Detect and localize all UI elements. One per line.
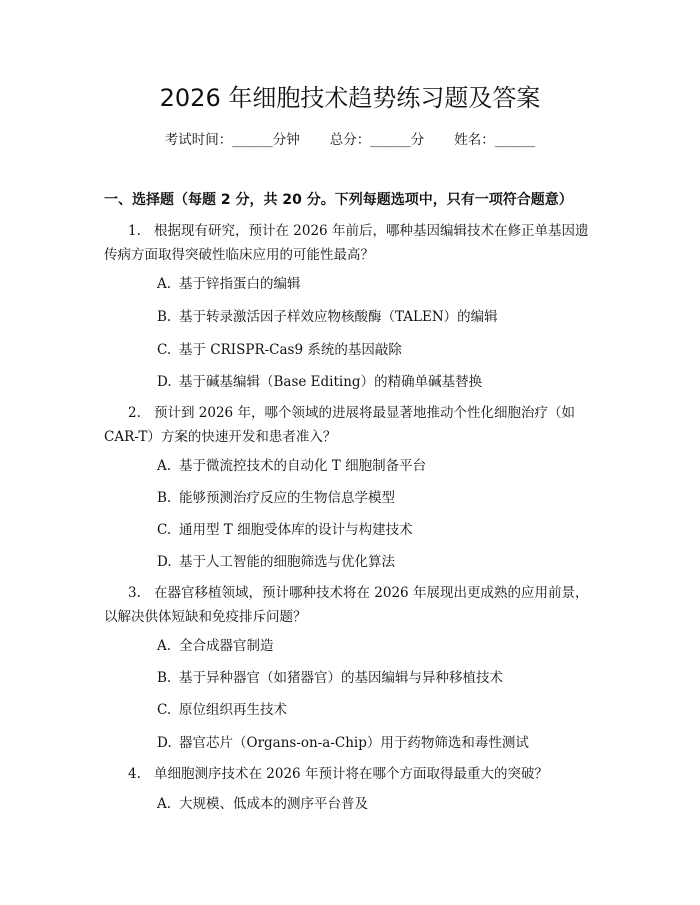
option-text: 基于碱基编辑（Base Editing）的精确单碱基替换 xyxy=(179,374,483,390)
option-2d xyxy=(157,552,597,572)
option-letter: A. xyxy=(157,458,172,474)
option-letter: D. xyxy=(157,735,172,751)
question-text: 在器官移植领域，预计哪种技术将在 2026 年展现出更成熟的应用前景，以解决供体短缺和免疫排斥问题？ xyxy=(104,585,589,625)
option-3d xyxy=(157,733,597,753)
name-label: 姓名：______ xyxy=(454,132,536,148)
option-3b xyxy=(157,668,597,688)
option-2b xyxy=(157,488,597,508)
option-letter: C. xyxy=(157,702,172,718)
question-text: 预计到 2026 年，哪个领域的进展将最显著地推动个性化细胞治疗（如 CAR-T）方案的快速开发和患者准入？ xyxy=(104,405,575,445)
total-score-label: 总分：______分 xyxy=(329,132,425,148)
option-3a xyxy=(157,636,597,656)
option-letter: D. xyxy=(157,554,172,570)
question-1 xyxy=(104,219,600,267)
option-text: 基于转录激活因子样效应物核酸酶（TALEN）的编辑 xyxy=(179,309,498,325)
question-4 xyxy=(104,762,600,786)
option-text: 大规模、低成本的测序平台普及 xyxy=(179,796,368,812)
option-4a xyxy=(157,794,597,814)
option-text: 基于微流控技术的自动化 T 细胞制备平台 xyxy=(179,458,427,474)
option-text: 基于人工智能的细胞筛选与优化算法 xyxy=(179,554,395,570)
page-title: 2026 年细胞技术趋势练习题及答案 xyxy=(159,84,541,112)
exam-time-label: 考试时间：______分钟 xyxy=(164,132,300,148)
option-text: 基于锌指蛋白的编辑 xyxy=(179,276,301,292)
option-1d xyxy=(157,372,597,392)
question-2 xyxy=(104,401,600,449)
option-letter: A. xyxy=(157,276,172,292)
exam-meta xyxy=(0,130,700,150)
option-letter: C. xyxy=(157,522,172,538)
option-text: 能够预测治疗反应的生物信息学模型 xyxy=(179,490,395,506)
option-2c xyxy=(157,520,597,540)
question-number: 3. xyxy=(128,585,141,601)
question-3 xyxy=(104,581,600,629)
option-letter: A. xyxy=(157,638,172,654)
option-letter: C. xyxy=(157,342,172,358)
option-letter: B. xyxy=(157,309,172,325)
option-1c xyxy=(157,340,597,360)
question-number: 4. xyxy=(128,766,141,782)
option-letter: D. xyxy=(157,374,172,390)
question-text: 单细胞测序技术在 2026 年预计将在哪个方面取得最重大的突破？ xyxy=(154,766,548,782)
option-1a xyxy=(157,274,597,294)
option-1b xyxy=(157,307,597,327)
section-heading: 一、选择题（每题 2 分，共 20 分。下列每题选项中，只有一项符合题意） xyxy=(104,192,573,208)
option-text: 基于异种器官（如猪器官）的基因编辑与异种移植技术 xyxy=(179,670,503,686)
question-text: 根据现有研究，预计在 2026 年前后，哪种基因编辑技术在修正单基因遗传病方面取得突破性临床应用的可能性最高？ xyxy=(104,223,589,263)
option-text: 基于 CRISPR-Cas9 系统的基因敲除 xyxy=(179,342,402,358)
option-2a xyxy=(157,456,597,476)
option-text: 全合成器官制造 xyxy=(179,638,274,654)
option-3c xyxy=(157,700,597,720)
question-number: 1. xyxy=(128,223,141,239)
option-letter: B. xyxy=(157,670,172,686)
question-number: 2. xyxy=(128,405,141,421)
option-letter: A. xyxy=(157,796,172,812)
option-text: 通用型 T 细胞受体库的设计与构建技术 xyxy=(179,522,413,538)
option-letter: B. xyxy=(157,490,172,506)
option-text: 器官芯片（Organs-on-a-Chip）用于药物筛选和毒性测试 xyxy=(179,735,529,751)
option-text: 原位组织再生技术 xyxy=(179,702,287,718)
